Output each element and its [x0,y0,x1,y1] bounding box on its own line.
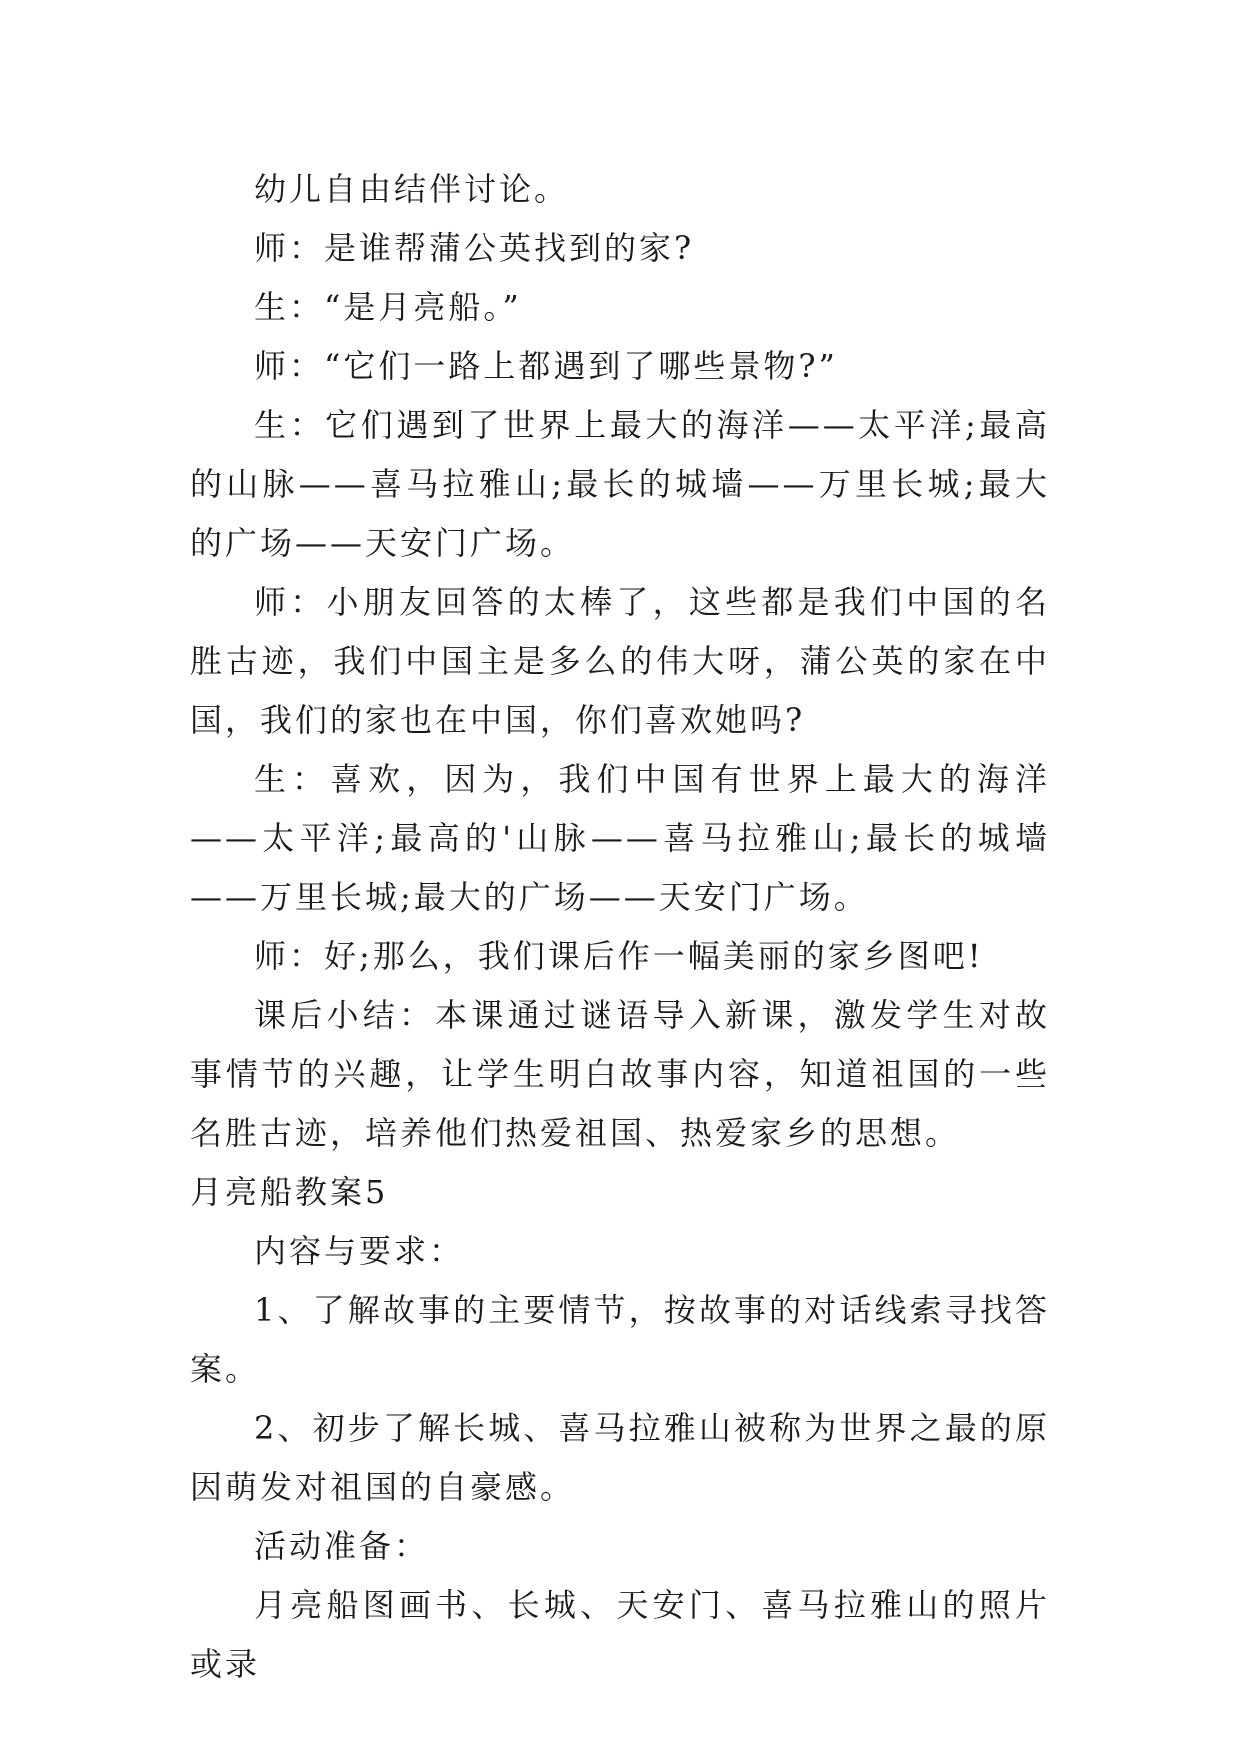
paragraph: 月亮船图画书、长城、天安门、喜马拉雅山的照片或录 [190,1586,1050,1683]
paragraph: 生：“是月亮船。” [254,288,522,326]
paragraph: 生：它们遇到了世界上最大的海洋——太平洋;最高的山脉——喜马拉雅山;最长的城墙——万里长城;最大的广场——天安门广场。 [190,406,1050,562]
paragraph: 2、初步了解长城、喜马拉雅山被称为世界之最的原因萌发对祖国的自豪感。 [190,1409,1050,1506]
paragraph: 师：好;那么，我们课后作一幅美丽的家乡图吧! [254,937,984,975]
paragraph: 师：“它们一路上都遇到了哪些景物?” [254,347,838,385]
paragraph: 活动准备： [254,1527,430,1565]
paragraph: 师：小朋友回答的太棒了，这些都是我们中国的名胜古迹，我们中国主是多么的伟大呀，蒲公英的家在中国，我们的家也在中国，你们喜欢她吗? [190,583,1050,739]
section-heading: 月亮船教案5 [190,1173,389,1211]
paragraph: 幼儿自由结伴讨论。 [254,170,570,208]
paragraph: 内容与要求： [254,1232,465,1270]
paragraph: 师：是谁帮蒲公英找到的家? [254,229,695,267]
paragraph: 生：喜欢，因为，我们中国有世界上最大的海洋——太平洋;最高的'山脉——喜马拉雅山;最长的城墙——万里长城;最大的广场——天安门广场。 [190,760,1050,916]
paragraph: 课后小结：本课通过谜语导入新课，激发学生对故事情节的兴趣，让学生明白故事内容，知道祖国的一些名胜古迹，培养他们热爱祖国、热爱家乡的思想。 [190,996,1050,1152]
paragraph: 1、了解故事的主要情节，按故事的对话线索寻找答案。 [190,1291,1050,1388]
document-body [190,160,1050,1694]
